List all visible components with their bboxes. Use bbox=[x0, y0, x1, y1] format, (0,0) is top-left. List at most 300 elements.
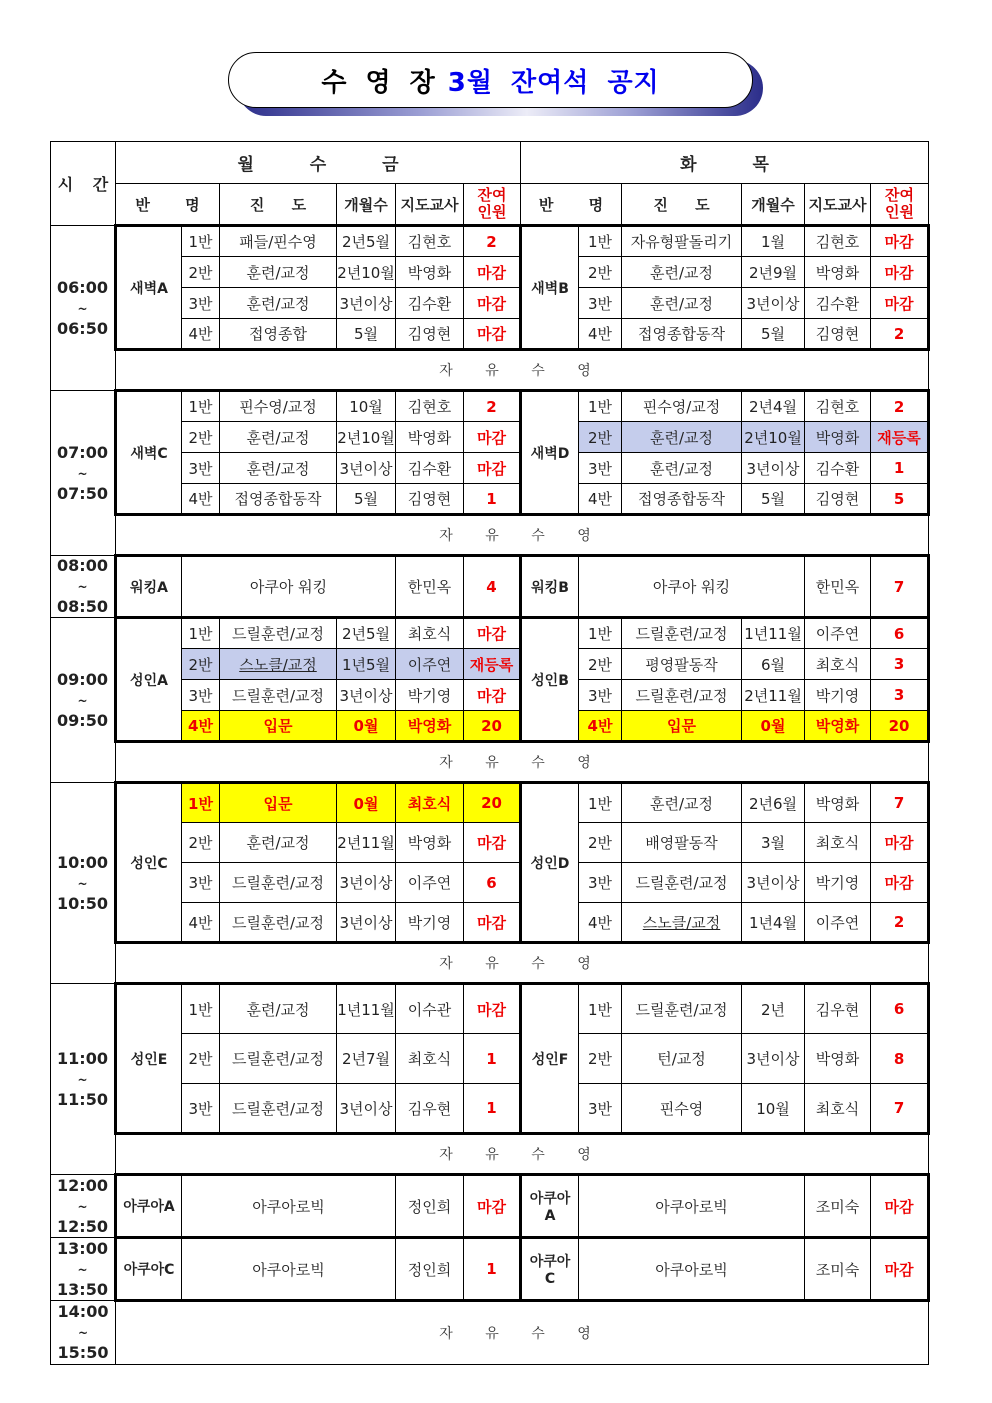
cell-progress: 스노클/교정 bbox=[220, 649, 337, 680]
class-group-line2: A bbox=[544, 1208, 556, 1224]
time-text: 10:00 bbox=[57, 852, 108, 872]
cell-months: 3년이상 bbox=[337, 680, 396, 711]
cell-remaining: 8 bbox=[871, 1034, 929, 1084]
table-row bbox=[51, 1301, 929, 1365]
cell-progress: 드릴훈련/교정 bbox=[622, 618, 742, 649]
cell-progress: 입문 bbox=[220, 783, 337, 823]
cell-progress: 핀수영/교정 bbox=[220, 391, 337, 422]
cell-remaining: 마감 bbox=[464, 984, 521, 1034]
time-text: 06:50 bbox=[57, 318, 108, 338]
col-months: 개월수 bbox=[337, 184, 396, 226]
col-remaining-line1: 잔여 bbox=[477, 186, 507, 204]
table-row bbox=[51, 984, 929, 1034]
cell-months: 0월 bbox=[742, 711, 805, 742]
time-text: 07:50 bbox=[57, 483, 108, 503]
cell-months: 2년 bbox=[742, 984, 805, 1034]
cell-months: 10월 bbox=[337, 391, 396, 422]
class-group: 새벽D bbox=[521, 391, 579, 515]
cell-progress: 드릴훈련/교정 bbox=[220, 680, 337, 711]
class-group: 성인D bbox=[521, 783, 579, 943]
table-row bbox=[51, 556, 929, 618]
cell-cls: 2반 bbox=[182, 649, 220, 680]
cell-remaining: 마감 bbox=[464, 422, 521, 453]
time-slot bbox=[51, 556, 116, 618]
cell-cls: 1반 bbox=[182, 226, 220, 257]
time-text: ~ bbox=[77, 301, 88, 316]
cell-teacher: 최호식 bbox=[396, 1034, 464, 1084]
cell-remaining: 마감 bbox=[871, 288, 929, 319]
cell-remaining: 5 bbox=[871, 484, 929, 515]
time-text: ~ bbox=[77, 466, 88, 481]
cell-cls: 3반 bbox=[182, 288, 220, 319]
cell-teacher: 김현호 bbox=[805, 391, 871, 422]
cell-months: 2년10월 bbox=[742, 422, 805, 453]
cell-months: 1년11월 bbox=[337, 984, 396, 1034]
class-group: 성인F bbox=[521, 984, 579, 1134]
cell-months: 2년4월 bbox=[742, 391, 805, 422]
col-class-name: 반 명 bbox=[521, 184, 622, 226]
cell-months: 6월 bbox=[742, 649, 805, 680]
cell-months: 0월 bbox=[337, 711, 396, 742]
time-text: 13:00 bbox=[57, 1238, 108, 1258]
time-text: 08:50 bbox=[57, 597, 108, 616]
col-remaining bbox=[464, 184, 521, 226]
cell-remaining: 마감 bbox=[871, 226, 929, 257]
cell-months: 2년7월 bbox=[337, 1034, 396, 1084]
cell-progress: 훈련/교정 bbox=[622, 783, 742, 823]
cell-progress: 훈련/교정 bbox=[220, 288, 337, 319]
table-row bbox=[51, 903, 929, 943]
time-text: 11:50 bbox=[57, 1089, 108, 1109]
class-group: 워킹A bbox=[116, 556, 182, 618]
col-progress: 진 도 bbox=[622, 184, 742, 226]
cell-program: 아쿠아로빅 bbox=[579, 1175, 805, 1238]
cell-teacher: 김수환 bbox=[805, 288, 871, 319]
cell-teacher: 김수환 bbox=[396, 453, 464, 484]
time-text: 14:00 bbox=[57, 1302, 109, 1321]
cell-cls: 3반 bbox=[579, 680, 622, 711]
col-class-name: 반 명 bbox=[116, 184, 220, 226]
time-text: 06:00 bbox=[57, 277, 108, 297]
cell-remaining: 3 bbox=[871, 649, 929, 680]
cell-remaining: 1 bbox=[464, 484, 521, 515]
cell-teacher: 박영화 bbox=[805, 1034, 871, 1084]
cell-months: 2년5월 bbox=[337, 226, 396, 257]
cell-remaining: 마감 bbox=[464, 680, 521, 711]
time-slot bbox=[51, 1238, 116, 1301]
cell-cls: 2반 bbox=[579, 649, 622, 680]
cell-progress: 드릴훈련/교정 bbox=[622, 680, 742, 711]
cell-teacher: 박기영 bbox=[805, 680, 871, 711]
time-text: 15:50 bbox=[57, 1343, 109, 1362]
col-months: 개월수 bbox=[742, 184, 805, 226]
cell-remaining: 마감 bbox=[871, 257, 929, 288]
cell-remaining: 마감 bbox=[871, 863, 929, 903]
cell-teacher: 한민옥 bbox=[805, 556, 871, 618]
time-text: ~ bbox=[77, 1262, 88, 1277]
cell-teacher: 최호식 bbox=[396, 783, 464, 823]
time-text: ~ bbox=[77, 1072, 88, 1087]
cell-teacher: 김우현 bbox=[805, 984, 871, 1034]
cell-months: 3년이상 bbox=[742, 863, 805, 903]
cell-teacher: 김영현 bbox=[396, 319, 464, 350]
time-slot bbox=[51, 1301, 116, 1365]
cell-cls: 2반 bbox=[182, 823, 220, 863]
title-highlight: 3월 잔여석 공지 bbox=[447, 67, 660, 98]
cell-cls: 3반 bbox=[182, 680, 220, 711]
cell-teacher: 정인희 bbox=[396, 1175, 464, 1238]
cell-teacher: 조미숙 bbox=[805, 1175, 871, 1238]
col-remaining bbox=[871, 184, 929, 226]
cell-months: 3년이상 bbox=[337, 453, 396, 484]
cell-progress: 훈련/교정 bbox=[622, 257, 742, 288]
cell-months: 3년이상 bbox=[742, 1034, 805, 1084]
cell-months: 5월 bbox=[337, 319, 396, 350]
cell-teacher: 박영화 bbox=[805, 257, 871, 288]
cell-teacher: 이주연 bbox=[805, 903, 871, 943]
cell-months: 2년9월 bbox=[742, 257, 805, 288]
time-text: 10:50 bbox=[57, 893, 108, 913]
cell-teacher: 최호식 bbox=[805, 649, 871, 680]
cell-cls: 2반 bbox=[579, 823, 622, 863]
table-row bbox=[51, 422, 929, 453]
cell-months: 1년5월 bbox=[337, 649, 396, 680]
free-swim-label: 자 유 수 영 bbox=[116, 350, 929, 391]
time-text: 07:00 bbox=[57, 442, 108, 462]
cell-cls: 2반 bbox=[579, 257, 622, 288]
cell-progress: 드릴훈련/교정 bbox=[220, 1034, 337, 1084]
col-progress: 진 도 bbox=[220, 184, 337, 226]
cell-teacher: 김우현 bbox=[396, 1084, 464, 1134]
table-row bbox=[51, 1175, 929, 1238]
cell-remaining: 마감 bbox=[464, 823, 521, 863]
day-header-tue-thu: 화 목 bbox=[521, 142, 929, 184]
cell-cls: 4반 bbox=[579, 711, 622, 742]
cell-progress: 자유형팔돌리기 bbox=[622, 226, 742, 257]
cell-months: 2년11월 bbox=[742, 680, 805, 711]
cell-remaining: 마감 bbox=[464, 319, 521, 350]
class-group-line1: 아쿠아 bbox=[529, 1191, 571, 1207]
table-row bbox=[51, 1034, 929, 1084]
cell-teacher: 이주연 bbox=[396, 863, 464, 903]
cell-remaining: 마감 bbox=[464, 1175, 521, 1238]
cell-cls: 2반 bbox=[579, 1034, 622, 1084]
cell-remaining: 6 bbox=[871, 984, 929, 1034]
time-text: 09:50 bbox=[57, 710, 108, 730]
cell-progress: 배영팔동작 bbox=[622, 823, 742, 863]
table-row bbox=[51, 288, 929, 319]
cell-cls: 2반 bbox=[182, 1034, 220, 1084]
cell-teacher: 최호식 bbox=[805, 1084, 871, 1134]
cell-months: 3년이상 bbox=[337, 863, 396, 903]
table-row bbox=[51, 680, 929, 711]
cell-months: 5월 bbox=[742, 319, 805, 350]
cell-progress: 핀수영 bbox=[622, 1084, 742, 1134]
time-text: 11:00 bbox=[57, 1048, 108, 1068]
class-group: 아쿠아A bbox=[116, 1175, 182, 1238]
col-teacher: 지도교사 bbox=[805, 184, 871, 226]
cell-remaining: 마감 bbox=[871, 1175, 929, 1238]
table-row bbox=[51, 226, 929, 257]
cell-remaining: 4 bbox=[464, 556, 521, 618]
cell-remaining: 마감 bbox=[464, 618, 521, 649]
cell-teacher: 박기영 bbox=[396, 903, 464, 943]
cell-months: 10월 bbox=[742, 1084, 805, 1134]
time-header: 시 간 bbox=[51, 142, 116, 226]
table-row bbox=[51, 649, 929, 680]
time-text: ~ bbox=[77, 1326, 89, 1340]
cell-progress: 훈련/교정 bbox=[220, 422, 337, 453]
cell-remaining: 2 bbox=[871, 319, 929, 350]
class-group: 새벽A bbox=[116, 226, 182, 350]
cell-remaining: 1 bbox=[464, 1034, 521, 1084]
cell-months: 2년5월 bbox=[337, 618, 396, 649]
cell-months: 3년이상 bbox=[337, 1084, 396, 1134]
cell-teacher: 박영화 bbox=[396, 823, 464, 863]
class-group: 성인E bbox=[116, 984, 182, 1134]
cell-remaining: 3 bbox=[871, 680, 929, 711]
cell-teacher: 김현호 bbox=[396, 391, 464, 422]
free-swim-row bbox=[51, 515, 929, 556]
cell-program: 아쿠아로빅 bbox=[182, 1238, 396, 1301]
cell-teacher: 이수관 bbox=[396, 984, 464, 1034]
class-group: 성인B bbox=[521, 618, 579, 742]
cell-progress: 훈련/교정 bbox=[622, 422, 742, 453]
class-group: 성인A bbox=[116, 618, 182, 742]
free-swim-label: 자 유 수 영 bbox=[116, 1301, 929, 1365]
cell-progress: 훈련/교정 bbox=[220, 257, 337, 288]
cell-remaining: 6 bbox=[464, 863, 521, 903]
cell-teacher: 박기영 bbox=[805, 863, 871, 903]
cell-teacher: 김수환 bbox=[396, 288, 464, 319]
cell-remaining: 마감 bbox=[871, 823, 929, 863]
cell-teacher: 박영화 bbox=[396, 257, 464, 288]
cell-months: 0월 bbox=[337, 783, 396, 823]
time-text: 08:00 bbox=[57, 556, 108, 575]
cell-months: 3년이상 bbox=[742, 453, 805, 484]
cell-cls: 1반 bbox=[579, 618, 622, 649]
cell-teacher: 박영화 bbox=[396, 422, 464, 453]
free-swim-label: 자 유 수 영 bbox=[116, 943, 929, 984]
cell-cls: 2반 bbox=[182, 422, 220, 453]
cell-remaining: 재등록 bbox=[464, 649, 521, 680]
cell-months: 5월 bbox=[742, 484, 805, 515]
class-group bbox=[521, 1238, 579, 1301]
time-text: ~ bbox=[77, 876, 88, 891]
cell-teacher: 김영현 bbox=[805, 484, 871, 515]
cell-months: 1년11월 bbox=[742, 618, 805, 649]
cell-progress: 접영종합 bbox=[220, 319, 337, 350]
cell-progress: 접영종합동작 bbox=[622, 319, 742, 350]
time-slot bbox=[51, 391, 116, 556]
cell-remaining: 7 bbox=[871, 783, 929, 823]
cell-remaining: 20 bbox=[871, 711, 929, 742]
time-slot bbox=[51, 618, 116, 783]
cell-cls: 1반 bbox=[182, 618, 220, 649]
cell-progress: 접영종합동작 bbox=[622, 484, 742, 515]
cell-cls: 3반 bbox=[579, 453, 622, 484]
cell-cls: 3반 bbox=[182, 453, 220, 484]
cell-program: 아쿠아 워킹 bbox=[182, 556, 396, 618]
cell-remaining: 6 bbox=[871, 618, 929, 649]
day-header-mon-wed-fri: 월 수 금 bbox=[116, 142, 521, 184]
cell-teacher: 이주연 bbox=[396, 649, 464, 680]
cell-cls: 4반 bbox=[182, 484, 220, 515]
table-row bbox=[51, 257, 929, 288]
cell-remaining: 재등록 bbox=[871, 422, 929, 453]
col-remaining-line2: 인원 bbox=[885, 203, 915, 221]
cell-progress: 훈련/교정 bbox=[220, 823, 337, 863]
cell-remaining: 1 bbox=[464, 1238, 521, 1301]
cell-teacher: 김수환 bbox=[805, 453, 871, 484]
cell-teacher: 김영현 bbox=[396, 484, 464, 515]
class-group: 성인C bbox=[116, 783, 182, 943]
table-row bbox=[51, 1084, 929, 1134]
cell-progress: 핀수영/교정 bbox=[622, 391, 742, 422]
cell-remaining: 7 bbox=[871, 556, 929, 618]
cell-remaining: 마감 bbox=[464, 288, 521, 319]
cell-teacher: 한민옥 bbox=[396, 556, 464, 618]
cell-months: 2년10월 bbox=[337, 422, 396, 453]
cell-progress: 입문 bbox=[622, 711, 742, 742]
class-group: 새벽B bbox=[521, 226, 579, 350]
free-swim-row bbox=[51, 1134, 929, 1175]
cell-teacher: 박영화 bbox=[805, 422, 871, 453]
cell-progress: 드릴훈련/교정 bbox=[220, 863, 337, 903]
cell-cls: 1반 bbox=[579, 783, 622, 823]
page-title bbox=[228, 52, 753, 108]
cell-cls: 4반 bbox=[579, 484, 622, 515]
cell-cls: 2반 bbox=[579, 422, 622, 453]
cell-cls: 3반 bbox=[579, 863, 622, 903]
cell-remaining: 마감 bbox=[464, 257, 521, 288]
time-text: ~ bbox=[77, 693, 88, 708]
cell-cls: 3반 bbox=[579, 1084, 622, 1134]
table-row bbox=[51, 319, 929, 350]
cell-progress: 드릴훈련/교정 bbox=[220, 1084, 337, 1134]
cell-progress: 드릴훈련/교정 bbox=[220, 618, 337, 649]
cell-teacher: 김현호 bbox=[805, 226, 871, 257]
cell-teacher: 김현호 bbox=[396, 226, 464, 257]
cell-remaining: 2 bbox=[464, 226, 521, 257]
free-swim-label: 자 유 수 영 bbox=[116, 1134, 929, 1175]
col-remaining-line2: 인원 bbox=[477, 203, 507, 221]
time-text: 12:00 bbox=[57, 1175, 108, 1195]
cell-progress: 드릴훈련/교정 bbox=[622, 863, 742, 903]
table-row bbox=[51, 1238, 929, 1301]
cell-cls: 4반 bbox=[579, 903, 622, 943]
cell-months: 2년6월 bbox=[742, 783, 805, 823]
cell-cls: 1반 bbox=[182, 391, 220, 422]
free-swim-label: 자 유 수 영 bbox=[116, 515, 929, 556]
cell-remaining: 20 bbox=[464, 783, 521, 823]
cell-remaining: 2 bbox=[871, 903, 929, 943]
cell-remaining: 20 bbox=[464, 711, 521, 742]
time-text: 12:50 bbox=[57, 1216, 108, 1236]
cell-cls: 1반 bbox=[182, 783, 220, 823]
time-text: 09:00 bbox=[57, 669, 108, 689]
cell-cls: 3반 bbox=[182, 863, 220, 903]
schedule-table bbox=[50, 141, 930, 1365]
cell-teacher: 이주연 bbox=[805, 618, 871, 649]
cell-cls: 4반 bbox=[579, 319, 622, 350]
cell-months: 3년이상 bbox=[742, 288, 805, 319]
cell-teacher: 박기영 bbox=[396, 680, 464, 711]
table-row bbox=[51, 863, 929, 903]
cell-cls: 1반 bbox=[579, 391, 622, 422]
time-text: ~ bbox=[77, 580, 88, 594]
cell-remaining: 7 bbox=[871, 1084, 929, 1134]
class-group: 새벽C bbox=[116, 391, 182, 515]
cell-teacher: 박영화 bbox=[805, 711, 871, 742]
title-banner bbox=[228, 52, 753, 108]
col-teacher: 지도교사 bbox=[396, 184, 464, 226]
cell-teacher: 박영화 bbox=[396, 711, 464, 742]
cell-teacher: 정인희 bbox=[396, 1238, 464, 1301]
table-row bbox=[51, 823, 929, 863]
time-slot bbox=[51, 226, 116, 391]
time-text: ~ bbox=[77, 1199, 88, 1214]
cell-remaining: 2 bbox=[464, 391, 521, 422]
time-slot bbox=[51, 783, 116, 984]
cell-cls: 1반 bbox=[579, 226, 622, 257]
cell-cls: 4반 bbox=[182, 903, 220, 943]
table-row bbox=[51, 618, 929, 649]
cell-progress: 드릴훈련/교정 bbox=[220, 903, 337, 943]
cell-remaining: 1 bbox=[871, 453, 929, 484]
cell-progress: 평영팔동작 bbox=[622, 649, 742, 680]
cell-remaining: 1 bbox=[464, 1084, 521, 1134]
cell-teacher: 최호식 bbox=[805, 823, 871, 863]
cell-cls: 3반 bbox=[182, 1084, 220, 1134]
cell-cls: 4반 bbox=[182, 711, 220, 742]
cell-progress: 접영종합동작 bbox=[220, 484, 337, 515]
cell-progress: 훈련/교정 bbox=[622, 288, 742, 319]
cell-progress: 턴/교정 bbox=[622, 1034, 742, 1084]
cell-progress: 패들/핀수영 bbox=[220, 226, 337, 257]
cell-program: 아쿠아 워킹 bbox=[579, 556, 805, 618]
cell-remaining: 2 bbox=[871, 391, 929, 422]
cell-cls: 4반 bbox=[182, 319, 220, 350]
table-row bbox=[51, 783, 929, 823]
cell-months: 3년이상 bbox=[337, 903, 396, 943]
cell-progress: 입문 bbox=[220, 711, 337, 742]
cell-months: 5월 bbox=[337, 484, 396, 515]
cell-months: 3년이상 bbox=[337, 288, 396, 319]
free-swim-row bbox=[51, 943, 929, 984]
cell-cls: 1반 bbox=[182, 984, 220, 1034]
cell-progress: 드릴훈련/교정 bbox=[622, 984, 742, 1034]
cell-months: 2년10월 bbox=[337, 257, 396, 288]
class-group-line1: 아쿠아 bbox=[529, 1254, 571, 1270]
cell-teacher: 김영현 bbox=[805, 319, 871, 350]
cell-remaining: 마감 bbox=[871, 1238, 929, 1301]
class-group bbox=[521, 1175, 579, 1238]
cell-months: 2년11월 bbox=[337, 823, 396, 863]
table-row bbox=[51, 711, 929, 742]
table-row bbox=[51, 391, 929, 422]
cell-teacher: 박영화 bbox=[805, 783, 871, 823]
class-group: 아쿠아C bbox=[116, 1238, 182, 1301]
cell-months: 3월 bbox=[742, 823, 805, 863]
free-swim-label: 자 유 수 영 bbox=[116, 742, 929, 783]
table-row bbox=[51, 453, 929, 484]
cell-program: 아쿠아로빅 bbox=[579, 1238, 805, 1301]
cell-cls: 1반 bbox=[579, 984, 622, 1034]
title-prefix: 수 영 장 bbox=[321, 67, 436, 98]
col-remaining-line1: 잔여 bbox=[885, 186, 915, 204]
class-group: 워킹B bbox=[521, 556, 579, 618]
